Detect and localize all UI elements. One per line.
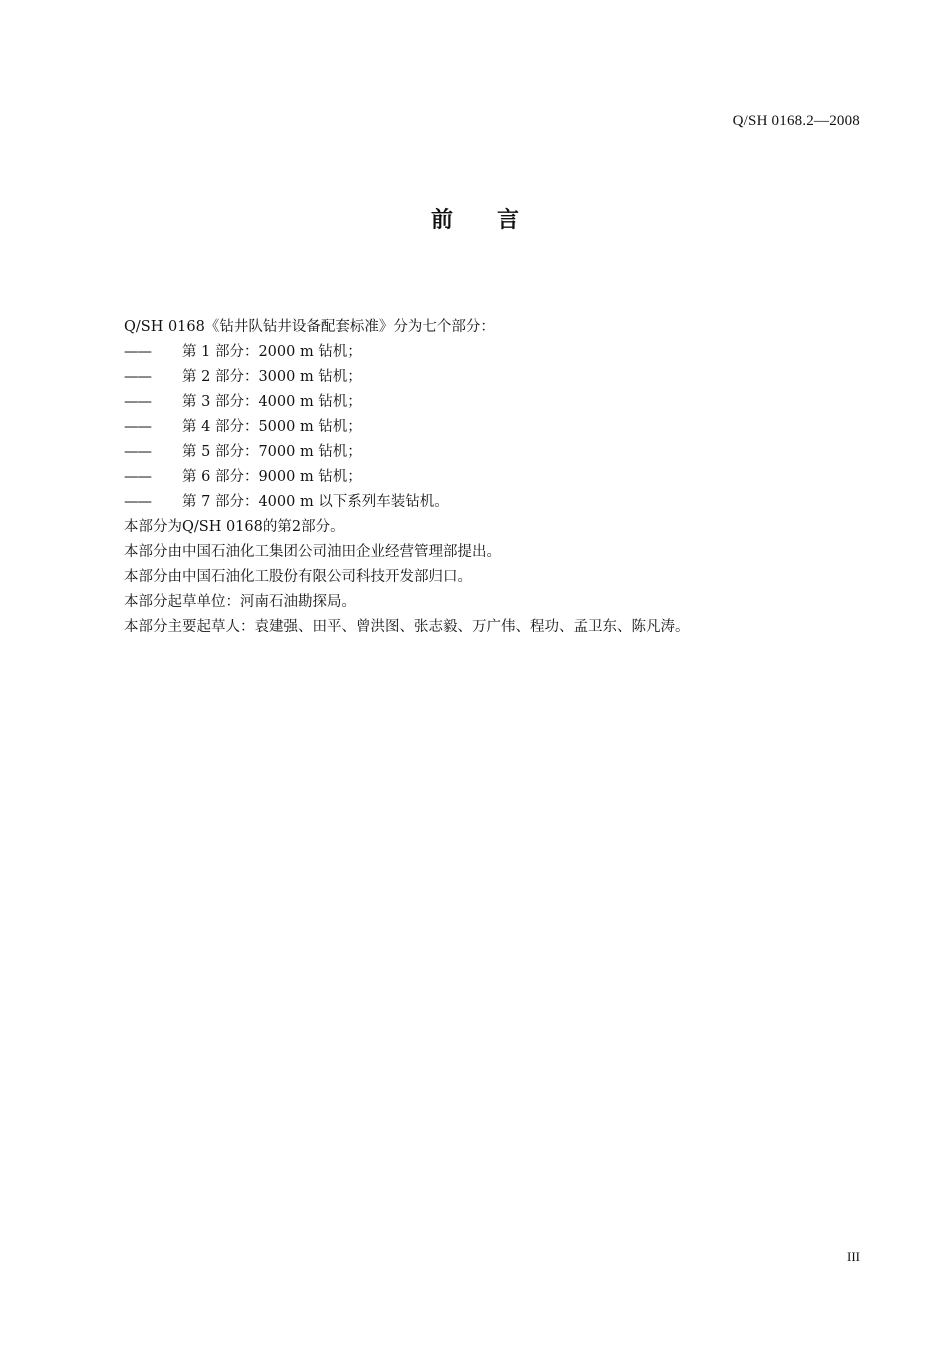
list-dash: —— bbox=[124, 344, 151, 360]
list-item-text: 第 2 部分：3000 m 钻机； bbox=[182, 369, 362, 385]
document-code: Q/SH 0168.2—2008 bbox=[732, 113, 860, 129]
list-dash: —— bbox=[124, 394, 151, 410]
statement-drafters: 本部分主要起草人：袁建强、田平、曾洪图、张志毅、万广伟、程功、孟卫东、陈凡涛。 bbox=[124, 619, 690, 635]
foreword-body bbox=[124, 315, 864, 640]
list-item bbox=[124, 415, 864, 440]
list-item bbox=[124, 490, 864, 515]
list-item bbox=[124, 340, 864, 365]
list-item bbox=[124, 365, 864, 390]
title-char-2: 言 bbox=[497, 208, 520, 233]
list-item-text: 第 5 部分：7000 m 钻机； bbox=[182, 444, 362, 460]
list-dash: —— bbox=[124, 419, 151, 435]
intro-line: Q/SH 0168《钻井队钻井设备配套标准》分为七个部分： bbox=[124, 319, 495, 335]
list-item-text: 第 4 部分：5000 m 钻机； bbox=[182, 419, 362, 435]
list-item bbox=[124, 390, 864, 415]
page-number: III bbox=[847, 1249, 860, 1264]
list-item-text: 第 3 部分：4000 m 钻机； bbox=[182, 394, 362, 410]
list-dash: —— bbox=[124, 444, 151, 460]
list-dash: —— bbox=[124, 369, 151, 385]
statement-proposer: 本部分由中国石油化工集团公司油田企业经营管理部提出。 bbox=[124, 544, 501, 560]
list-item bbox=[124, 465, 864, 490]
statement-administrator: 本部分由中国石油化工股份有限公司科技开发部归口。 bbox=[124, 569, 472, 585]
statement-part-number: 本部分为Q/SH 0168的第2部分。 bbox=[124, 519, 345, 535]
list-item bbox=[124, 440, 864, 465]
list-dash: —— bbox=[124, 494, 151, 510]
list-item-text: 第 1 部分：2000 m 钻机； bbox=[182, 344, 362, 360]
page-title bbox=[0, 203, 950, 234]
list-item-text: 第 6 部分：9000 m 钻机； bbox=[182, 469, 362, 485]
title-char-1: 前 bbox=[430, 208, 453, 233]
list-dash: —— bbox=[124, 469, 151, 485]
list-item-text: 第 7 部分：4000 m 以下系列车装钻机。 bbox=[182, 494, 449, 510]
statement-drafting-unit: 本部分起草单位：河南石油勘探局。 bbox=[124, 594, 356, 610]
